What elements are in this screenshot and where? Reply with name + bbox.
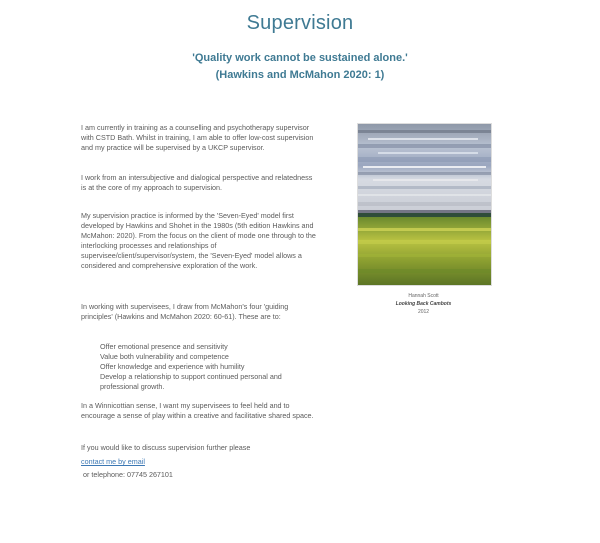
telephone-text: or telephone: 07745 267101 [83,470,173,479]
quote-citation: (Hawkins and McMahon 2020: 1) [215,69,385,81]
list-item: Offer emotional presence and sensitivity [100,342,228,351]
artwork-year: 2012 [417,309,430,315]
landscape-painting [357,123,492,286]
approach-paragraph: I work from an intersubjective and dialogical perspective and relatedness is at the core of my approach to supervision. [81,173,313,192]
winnicott-paragraph: In a Winnicottian sense, I want my supervisees to feel held and to encourage a sense of play within a creative and facilitative shared space. [81,401,314,420]
contact-prompt: If you would like to discuss supervision further please [81,443,251,452]
model-paragraph: My supervision practice is informed by the 'Seven-Eyed' model first developed by Hawkins and Shohet in the 1980s (5th edition Hawkins and McMahon: 2020). From the focus on the client of mode one through to the interlocking processes and relationships of supervisee/client/supervisor/system, the 'Seven-Eyed' model allows a considered and comprehensive exploration of the work. [81,211,316,270]
principles-intro-paragraph: In working with supervisees, I draw from McMahon's four 'guiding principles' (Hawkins and McMahon 2020: 60-61). These are to: [81,302,289,321]
contact-email-link[interactable]: contact me by email [81,457,145,466]
list-item: Offer knowledge and experience with humility [100,362,245,371]
page-title: Supervision [246,12,354,34]
list-item: Develop a relationship to support continued personal and professional growth. [100,372,282,391]
artwork-artist: Hannah Scott [408,293,439,299]
quote-text: 'Quality work cannot be sustained alone.' [192,52,408,64]
principles-list [100,342,320,392]
page-quote [0,50,600,84]
intro-paragraph: I am currently in training as a counselling and psychotherapy supervisor with CSTD Bath. Whilst in training, I am able to offer low-cost supervision and my practice will be supervised by a UKCP supervisor. [81,123,314,152]
list-item: Value both vulnerability and competence [100,352,229,361]
artwork-title: Looking Back Cambots [395,301,452,307]
